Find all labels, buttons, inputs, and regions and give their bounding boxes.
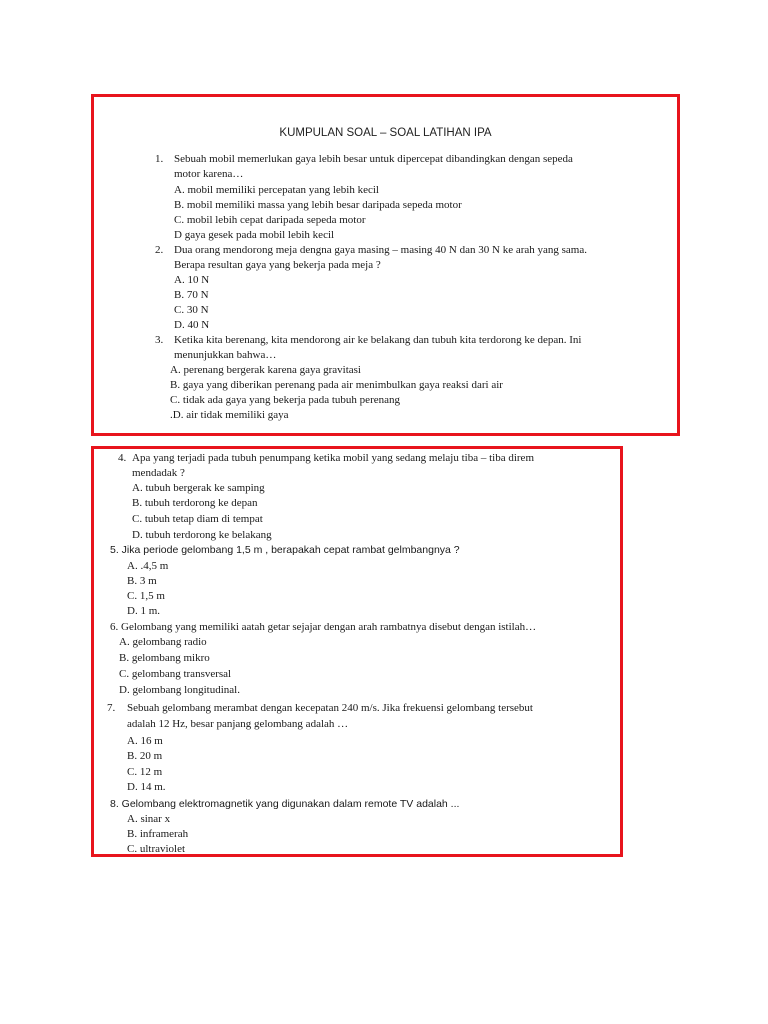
question-box-1 (91, 94, 680, 436)
question-number: 4. (118, 452, 127, 464)
answer-option: D. 1 m. (127, 605, 160, 617)
answer-option: C. tidak ada gaya yang bekerja pada tubuh perenang (170, 394, 400, 406)
answer-option: B. gelombang mikro (119, 652, 210, 664)
answer-option: A. 16 m (127, 735, 163, 747)
answer-option: C. 30 N (174, 304, 209, 316)
question-text: Berapa resultan gaya yang bekerja pada meja ? (174, 259, 381, 271)
answer-option: A. sinar x (127, 813, 171, 825)
question-box-2 (91, 446, 623, 857)
answer-option: A. gelombang radio (119, 636, 207, 648)
answer-option: B. inframerah (127, 828, 189, 840)
question-number: 7. (107, 702, 116, 714)
answer-option: C. tubuh tetap diam di tempat (132, 513, 263, 525)
answer-option: C. 12 m (127, 766, 163, 778)
answer-option: B. 70 N (174, 289, 209, 301)
answer-option: C. ultraviolet (127, 843, 186, 855)
answer-option: D. 14 m. (127, 781, 166, 793)
answer-option: B. 3 m (127, 575, 157, 587)
question-number: 1. (155, 153, 164, 165)
answer-option: A. mobil memiliki percepatan yang lebih kecil (174, 184, 379, 196)
question-text: menunjukkan bahwa… (174, 349, 277, 361)
question-text: Dua orang mendorong meja dengna gaya masing – masing 40 N dan 30 N ke arah yang sama. (174, 244, 587, 256)
answer-option: D. tubuh terdorong ke belakang (132, 529, 272, 541)
answer-option: .D. air tidak memiliki gaya (170, 409, 289, 421)
question-text: Sebuah mobil memerlukan gaya lebih besar untuk dipercepat dibandingkan dengan sepeda (174, 153, 573, 165)
answer-option: D. 40 N (174, 319, 210, 331)
answer-option: A. 10 N (174, 274, 210, 286)
answer-option: A. .4,5 m (127, 560, 169, 572)
answer-option: D. gelombang longitudinal. (119, 684, 240, 696)
answer-option: A. tubuh bergerak ke samping (132, 482, 265, 494)
answer-option: B. 20 m (127, 750, 163, 762)
page-title: KUMPULAN SOAL – SOAL LATIHAN IPA (279, 127, 492, 139)
answer-option: C. 1,5 m (127, 590, 165, 602)
answer-option: A. perenang bergerak karena gaya gravitasi (170, 364, 361, 376)
question-text: 5. Jika periode gelombang 1,5 m , berapakah cepat rambat gelmbangnya ? (110, 544, 460, 556)
answer-option: B. gaya yang diberikan perenang pada air menimbulkan gaya reaksi dari air (170, 379, 503, 391)
question-number: 3. (155, 334, 164, 346)
question-text: Ketika kita berenang, kita mendorong air ke belakang dan tubuh kita terdorong ke depan. Ini (174, 334, 582, 346)
question-text: motor karena… (174, 168, 244, 180)
question-text: 6. Gelombang yang memiliki aatah getar sejajar dengan arah rambatnya disebut dengan istilah… (110, 621, 537, 633)
answer-option: B. tubuh terdorong ke depan (132, 497, 258, 509)
question-text: adalah 12 Hz, besar panjang gelombang adalah … (127, 718, 349, 730)
question-text: Apa yang terjadi pada tubuh penumpang ketika mobil yang sedang melaju tiba – tiba direm (132, 452, 534, 464)
question-text: Sebuah gelombang merambat dengan kecepatan 240 m/s. Jika frekuensi gelombang tersebut (127, 702, 533, 714)
answer-option: D gaya gesek pada mobil lebih kecil (174, 229, 335, 241)
answer-option: B. mobil memiliki massa yang lebih besar daripada sepeda motor (174, 199, 462, 211)
question-text: mendadak ? (132, 467, 185, 479)
answer-option: C. mobil lebih cepat daripada sepeda motor (174, 214, 366, 226)
question-number: 2. (155, 244, 164, 256)
question-text: 8. Gelombang elektromagnetik yang digunakan dalam remote TV adalah ... (110, 798, 460, 810)
answer-option: C. gelombang transversal (119, 668, 232, 680)
